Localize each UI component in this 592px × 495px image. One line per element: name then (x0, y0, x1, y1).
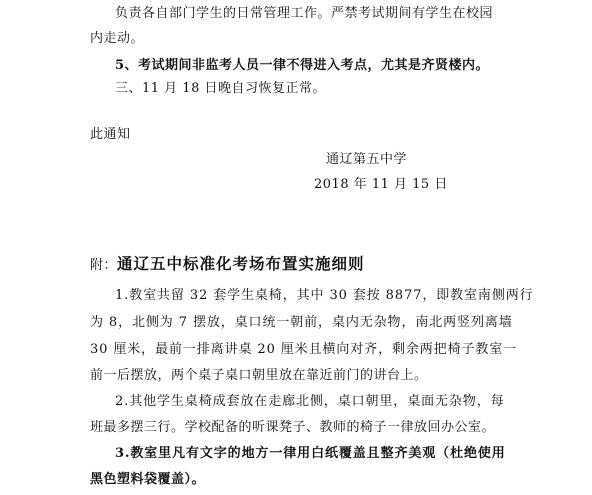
rule-line: 班最多摆三行。学校配备的听课凳子、教师的椅子一律放回办公室。 (90, 420, 496, 435)
notice-item-3: 三、11 月 18 日晚自习恢复正常。 (115, 81, 326, 96)
closing-text: 此通知 (90, 127, 131, 142)
attachment-heading (90, 254, 365, 276)
rule-line: 3.教室里凡有文字的地方一律用白纸覆盖且整齐美观（杜绝使用 (115, 446, 506, 461)
rule-line: 为 8，北侧为 7 摆放，桌口统一朝前，桌内无杂物，南北两竖列离墙 (90, 315, 513, 330)
rule-line: 2.其他学生桌椅成套放在走廊北侧，桌口朝里，桌面无杂物，每 (115, 394, 505, 409)
paragraph-line: 内走动。 (90, 31, 145, 46)
attachment-title: 通辽五中标准化考场布置实施细则 (117, 254, 365, 273)
signature-organization: 通辽第五中学 (326, 152, 408, 167)
paragraph-line: 负责各自部门学生的日常管理工作。严禁考试期间有学生在校园 (115, 6, 494, 21)
rule-line: 前一后摆放，两个桌子桌口朝里放在靠近前门的讲台上。 (90, 368, 428, 383)
rule-line: 1.教室共留 32 套学生桌椅，其中 30 套按 8877，即教室南侧两行 (115, 288, 534, 303)
attachment-prefix: 附： (90, 258, 118, 273)
signature-date: 2018 年 11 月 15 日 (314, 177, 448, 192)
rule-line: 30 厘米，最前一排离讲桌 20 厘米且横向对齐，剩余两把椅子教室一 (90, 342, 518, 357)
notice-item-5: 5、考试期间非监考人员一律不得进入考点，尤其是齐贤楼内。 (115, 58, 490, 73)
rule-line: 黑色塑料袋覆盖）。 (90, 472, 206, 487)
